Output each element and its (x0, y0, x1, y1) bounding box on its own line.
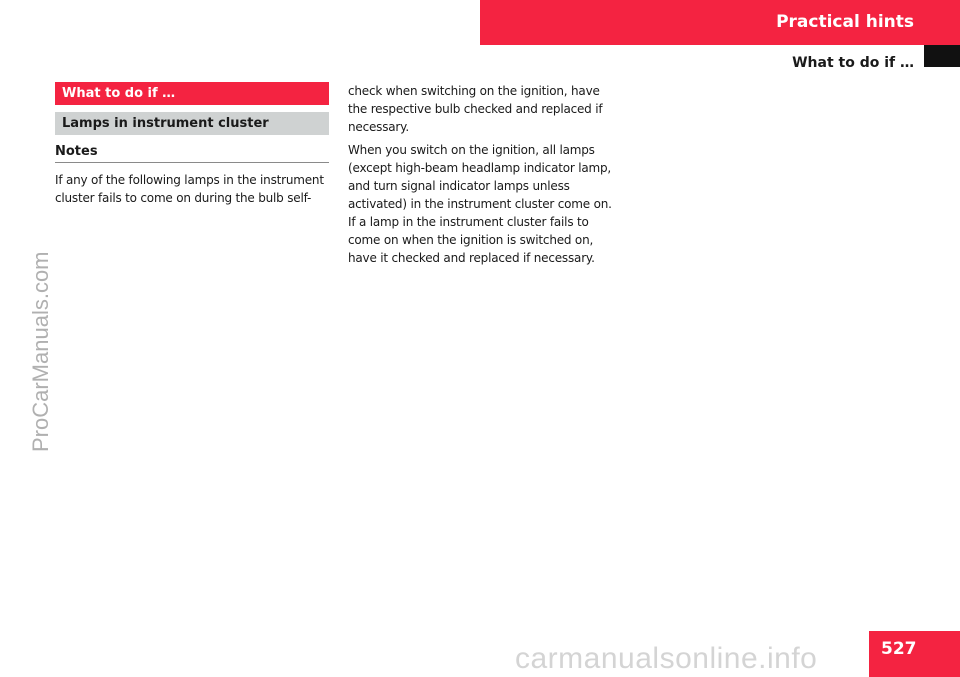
text-line: If any of the following lamps in the instrument (55, 173, 324, 187)
notes-paragraph (55, 171, 330, 207)
text-line: necessary. (348, 120, 409, 134)
notes-heading: Notes (55, 144, 329, 163)
text-line: the respective bulb checked and replaced if (348, 102, 603, 116)
text-line: activated) in the instrument cluster come on. (348, 197, 612, 211)
header-red-band (480, 0, 960, 45)
paragraph-ignition (348, 141, 618, 267)
page-number: 527 (881, 639, 917, 659)
section-title: Practical hints (776, 12, 914, 32)
text-line: have it checked and replaced if necessary. (348, 251, 595, 265)
right-column (348, 82, 618, 272)
paragraph-continuation (348, 82, 618, 136)
footer-watermark: carmanualsonline.info (515, 642, 818, 675)
text-line: and turn signal indicator lamps unless (348, 179, 570, 193)
section-heading: What to do if … (55, 82, 329, 105)
page-subtitle: What to do if … (792, 55, 914, 71)
text-line: cluster fails to come on during the bulb self- (55, 191, 312, 205)
text-line: When you switch on the ignition, all lamps (348, 143, 595, 157)
text-line: If a lamp in the instrument cluster fails to (348, 215, 589, 229)
text-line: come on when the ignition is switched on, (348, 233, 594, 247)
subsection-heading: Lamps in instrument cluster (55, 112, 329, 135)
chapter-tab-marker (924, 45, 960, 67)
text-line: (except high-beam headlamp indicator lamp, (348, 161, 612, 175)
text-line: check when switching on the ignition, have (348, 84, 600, 98)
side-watermark: ProCarManuals.com (28, 251, 53, 452)
